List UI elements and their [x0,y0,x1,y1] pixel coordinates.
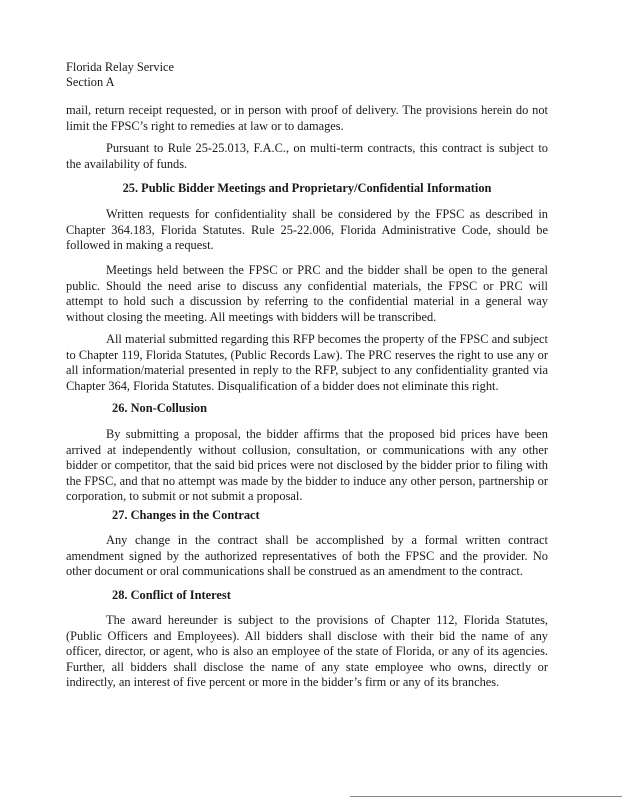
section-27-paragraph-1: Any change in the contract shall be accomplished by a formal written contract amendment signed by the authorized representatives of both the FPSC and the provider. No other document or oral communications shall be construed as an amendment to the contract. [66,533,548,579]
intro-paragraph-2: Pursuant to Rule 25-25.013, F.A.C., on multi-term contracts, this contract is subject to the availability of funds. [66,141,548,171]
section-28-paragraph-1: The award hereunder is subject to the provisions of Chapter 112, Florida Statutes, (Public Officers and Employees). All bidders shall disclose with their bid the name of any officer, director, or agent, who is also an employee of the state of Florida, or any of its agencies. Further, all bidders shall disclose the name of any state employee who owns, directly or indirectly, an interest of five percent or more in the bidder’s firm or any of its branches. [66,613,548,690]
section-28-heading: 28. Conflict of Interest [112,588,231,602]
header-section: Section A [66,75,115,89]
section-26-paragraph-1: By submitting a proposal, the bidder affirms that the proposed bid prices have been arrived at independently without collusion, consultation, or communications with any other bidder or competitor, that the said bid prices were not disclosed by the bidder prior to filing with the FPSC, and that no attempt was made by the bidder to induce any other person, partnership or corporation, to submit or not submit a proposal. [66,427,548,504]
header-title: Florida Relay Service [66,60,175,74]
section-25-heading: 25. Public Bidder Meetings and Proprietary/Confidential Information [122,181,492,195]
footer-rule [350,796,622,797]
section-25-paragraph-1: Written requests for confidentiality shall be considered by the FPSC as described in Chapter 364.183, Florida Statutes. Rule 25-22.006, Florida Administrative Code, should be followed in making a request. [66,207,548,253]
section-26-heading: 26. Non-Collusion [112,401,208,415]
section-25-paragraph-3: All material submitted regarding this RFP becomes the property of the FPSC and subject to Chapter 119, Florida Statutes, (Public Records Law). The PRC reserves the right to use any or all information/material presented in reply to the RFP, subject to any confidentiality granted via Chapter 364, Florida Statutes. Disqualification of a bidder does not eliminate this right. [66,332,548,393]
section-27-heading: 27. Changes in the Contract [112,508,260,522]
page-header [66,60,174,90]
intro-paragraph-1: mail, return receipt requested, or in person with proof of delivery. The provisions herein do not limit the FPSC’s right to remedies at law or to damages. [66,103,548,133]
section-25-paragraph-2: Meetings held between the FPSC or PRC and the bidder shall be open to the general public. Should the need arise to discuss any confidential materials, the FPSC or PRC will attempt to hold such a discussion by referring to the confidential material in a general way without closing the meeting. All meetings with bidders will be transcribed. [66,263,548,324]
